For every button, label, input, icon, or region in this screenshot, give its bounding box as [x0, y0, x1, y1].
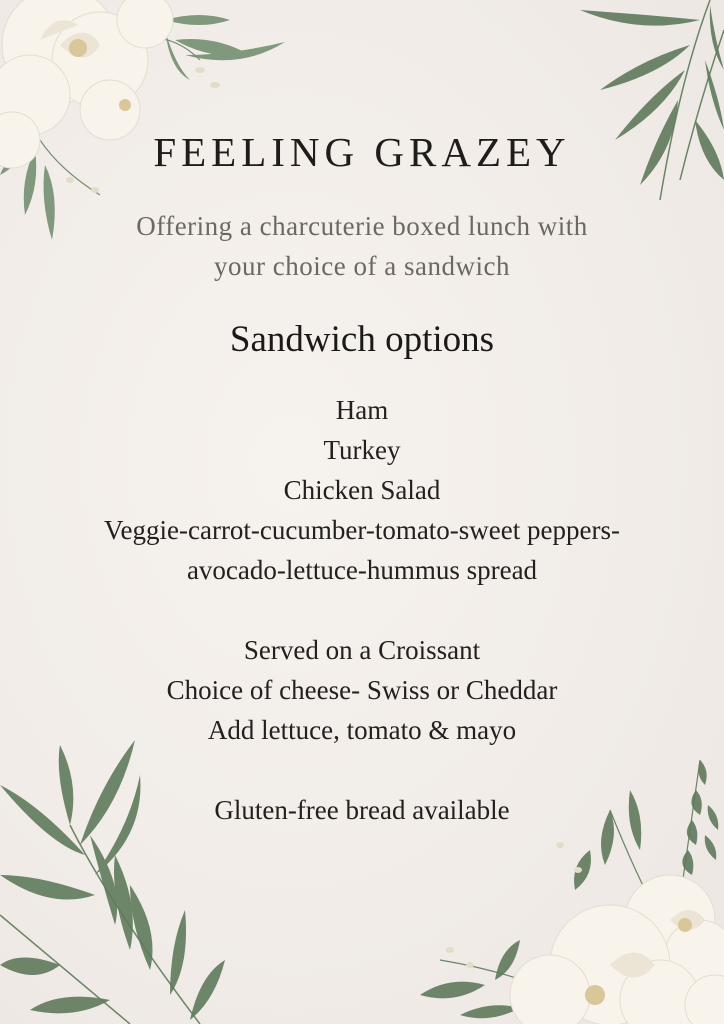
option-veggie-line: Veggie-carrot-cucumber-tomato-sweet peppers- [104, 515, 620, 545]
menu-subtitle [62, 206, 662, 286]
detail-croissant: Served on a Croissant [243, 635, 481, 665]
detail-add-ons: Add lettuce, tomato & mayo [207, 715, 517, 745]
option-chicken-salad: Chicken Salad [283, 475, 441, 505]
spacer [10, 750, 714, 790]
option-ham: Ham [335, 395, 389, 425]
spacer [10, 590, 714, 630]
subtitle-line: Offering a charcuterie boxed lunch with [136, 211, 588, 241]
sandwich-options-list [10, 390, 714, 830]
gluten-free-note: Gluten-free bread available [214, 795, 510, 825]
option-veggie-line: avocado-lettuce-hummus spread [186, 555, 538, 585]
detail-cheese-choice: Choice of cheese- Swiss or Cheddar [166, 675, 558, 705]
menu-title: FEELING GRAZEY [153, 129, 571, 175]
option-turkey: Turkey [323, 435, 401, 465]
section-heading: Sandwich options [229, 319, 495, 360]
subtitle-line: your choice of a sandwich [214, 251, 510, 281]
